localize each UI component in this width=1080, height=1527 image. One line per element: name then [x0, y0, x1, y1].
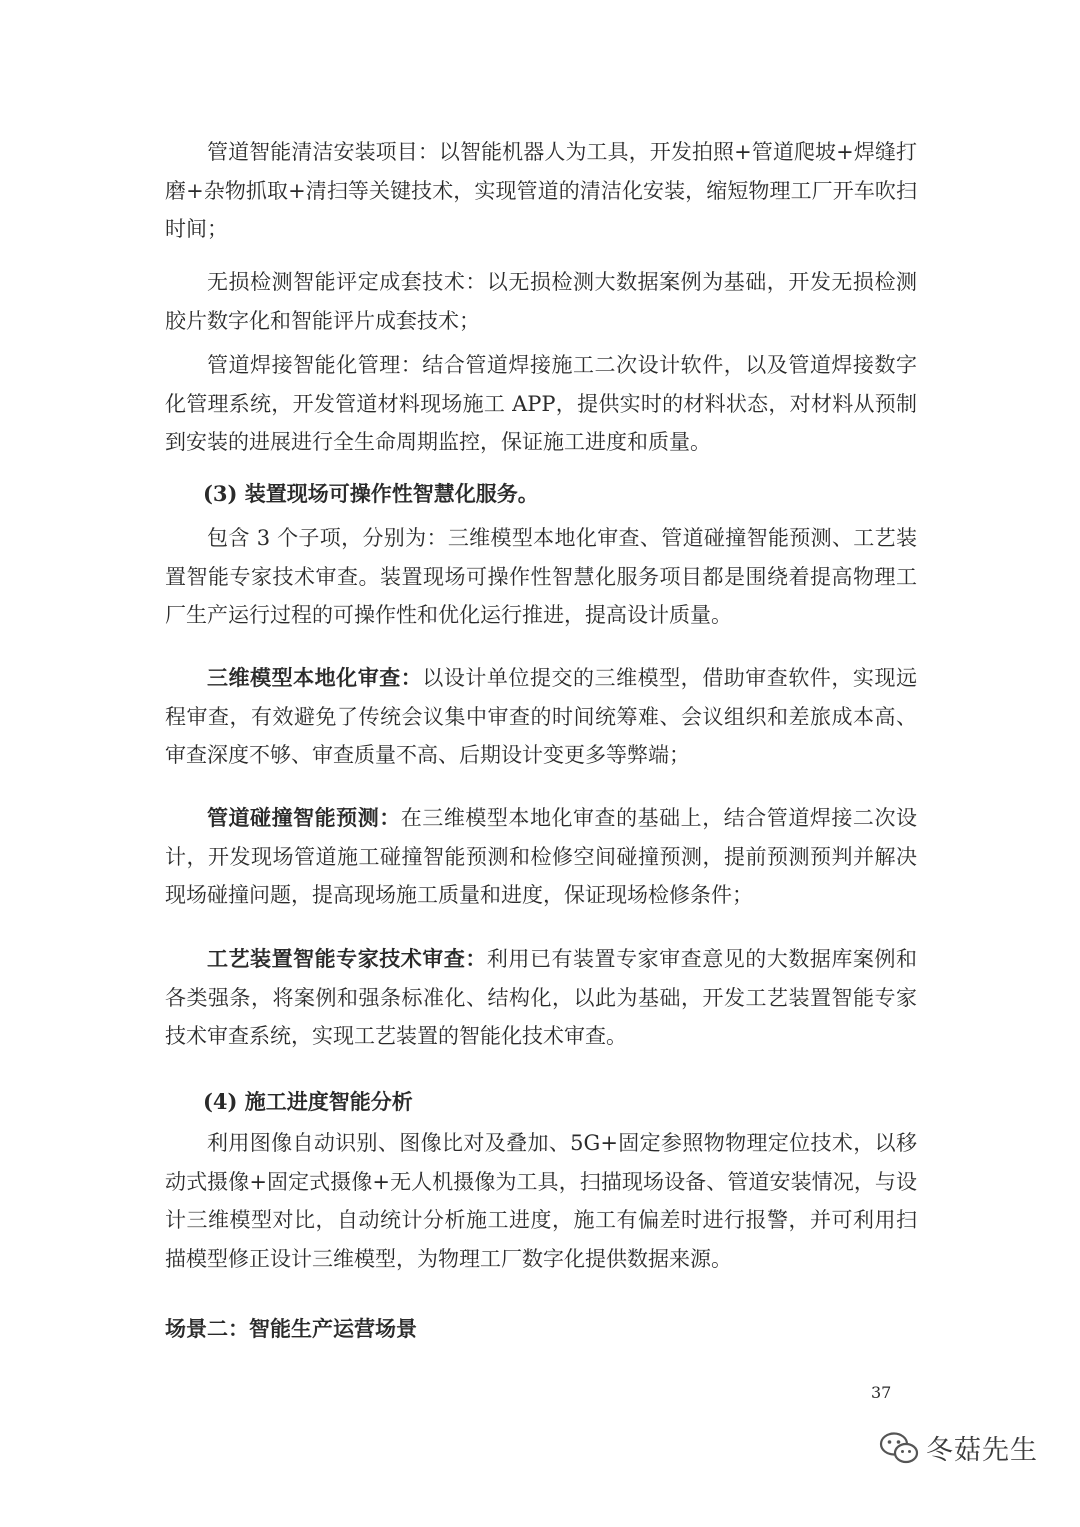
paragraph-text: 无损检测智能评定成套技术：以无损检测大数据案例为基础，开发无损检测胶片数字化和智能评片成套技术；	[165, 270, 917, 333]
paragraph-pipe-cleaning	[165, 133, 917, 249]
watermark-text: 冬菇先生	[926, 1435, 1038, 1466]
paragraph-progress-analysis	[165, 1124, 917, 1278]
section-heading-3: (3) 装置现场可操作性智慧化服务。	[203, 481, 539, 506]
paragraph-text: 管道焊接智能化管理：结合管道焊接施工二次设计软件，以及管道焊接数字化管理系统，开发管道材料现场施工 APP，提供实时的材料状态，对材料从预制到安装的进展进行全生命周期监控，保证施工进度和质量。	[165, 353, 917, 454]
wechat-icon	[878, 1430, 920, 1466]
paragraph-subitems	[165, 519, 917, 635]
paragraph-collision-prediction	[165, 799, 917, 915]
paragraph-text: 利用图像自动识别、图像比对及叠加、5G+固定参照物物理定位技术，以移动式摄像+固定式摄像+无人机摄像为工具，扫描现场设备、管道安装情况，与设计三维模型对比，自动统计分析施工进度，施工有偏差时进行报警，并可利用扫描模型修正设计三维模型，为物理工厂数字化提供数据来源。	[165, 1131, 917, 1271]
paragraph-welding-management	[165, 346, 917, 462]
scene-heading: 场景二：智能生产运营场景	[165, 1316, 417, 1341]
paragraph-text: 利用已有装置专家审查意见的大数据库案例和各类强条，将案例和强条标准化、结构化，以此为基础，开发工艺装置智能专家技术审查系统，实现工艺装置的智能化技术审查。	[165, 947, 917, 1048]
paragraph-text: 包含 3 个子项，分别为：三维模型本地化审查、管道碰撞智能预测、工艺装置智能专家技术审查。装置现场可操作性智慧化服务项目都是围绕着提高物理工厂生产运行过程的可操作性和优化运行推进，提高设计质量。	[165, 526, 917, 627]
paragraph-label: 三维模型本地化审查：	[207, 665, 423, 690]
paragraph-expert-review	[165, 940, 917, 1056]
paragraph-text: 以设计单位提交的三维模型，借助审查软件，实现远程审查，有效避免了传统会议集中审查的时间统筹难、会议组织和差旅成本高、审查深度不够、审查质量不高、后期设计变更多等弊端；	[165, 666, 917, 767]
page-number: 37	[871, 1383, 892, 1402]
paragraph-label: 管道碰撞智能预测：	[207, 805, 401, 830]
paragraph-label: 工艺装置智能专家技术审查：	[207, 946, 487, 971]
paragraph-text: 在三维模型本地化审查的基础上，结合管道焊接二次设计，开发现场管道施工碰撞智能预测和检修空间碰撞预测，提前预测预判并解决现场碰撞问题，提高现场施工质量和进度，保证现场检修条件；	[165, 806, 917, 907]
section-heading-4: (4) 施工进度智能分析	[203, 1089, 413, 1114]
paragraph-3d-model-review	[165, 659, 917, 775]
paragraph-text: 管道智能清洁安装项目：以智能机器人为工具，开发拍照+管道爬坡+焊缝打磨+杂物抓取+清扫等关键技术，实现管道的清洁化安装，缩短物理工厂开车吹扫时间；	[165, 140, 917, 241]
paragraph-ndt	[165, 263, 917, 340]
watermark	[878, 1428, 1038, 1467]
